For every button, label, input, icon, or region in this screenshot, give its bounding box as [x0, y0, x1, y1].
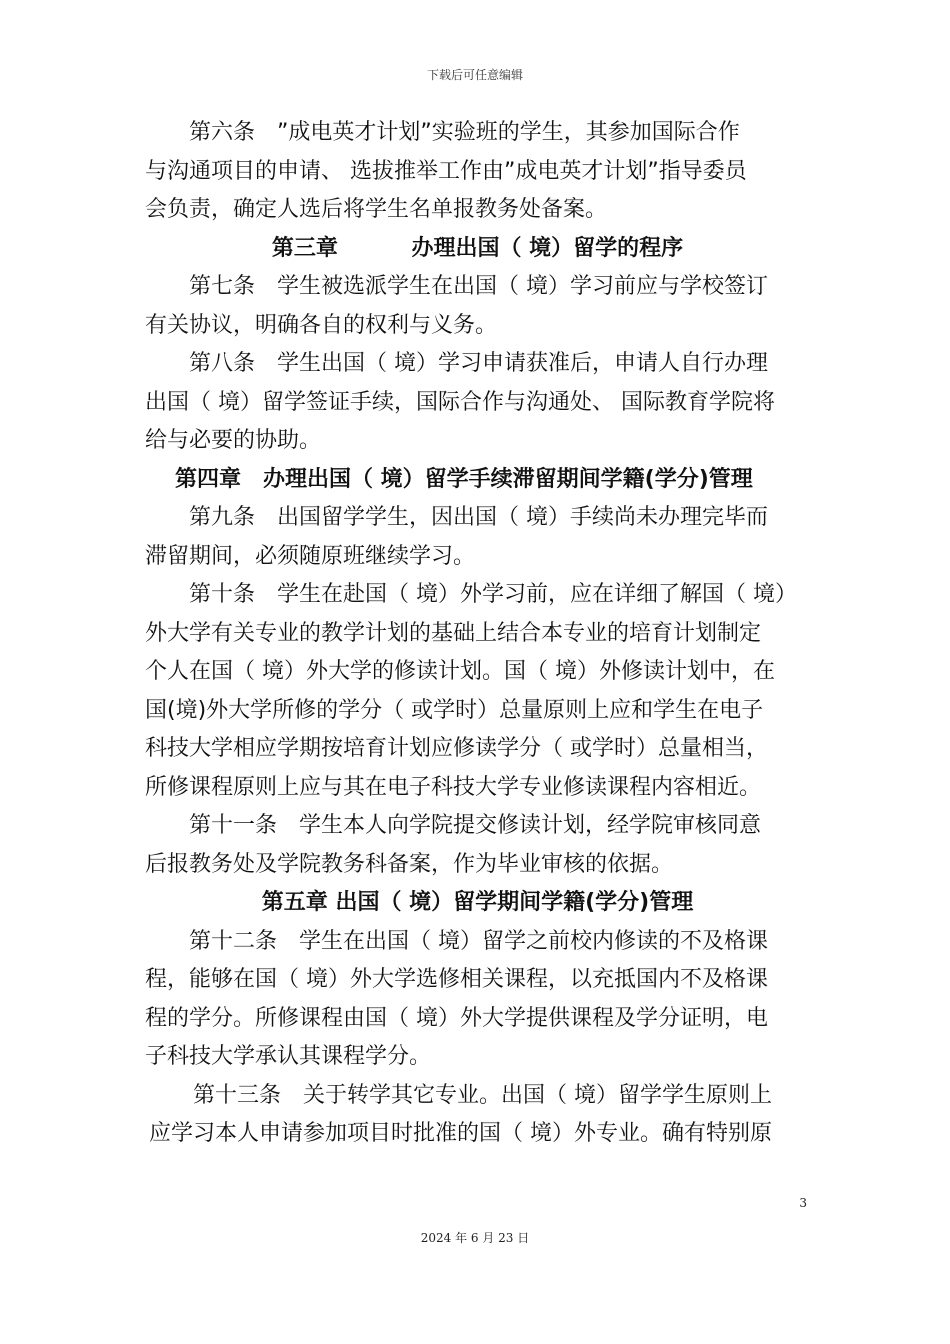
article-8-line-2: 出国（ 境）留学签证手续，国际合作与沟通处、 国际教育学院将 — [145, 389, 775, 415]
article-12-line-2: 程，能够在国（ 境）外大学选修相关课程，以充抵国内不及格课 — [145, 967, 768, 992]
article-11-line-2: 后报教务处及学院教务科备案，作为毕业审核的依据。 — [145, 851, 674, 877]
chapter-3-heading: 第三章 办理出国（ 境）留学的程序 — [271, 235, 684, 261]
page-header: 下载后可任意编辑 — [426, 68, 523, 82]
article-13-line-2: 应学习本人申请参加项目时批准的国（ 境）外专业。确有特别原 — [149, 1121, 772, 1146]
article-11-line-1: 第十一条 学生本人向学院提交修读计划，经学院审核同意 — [189, 813, 762, 838]
article-10-line-1: 第十条 学生在赴国（ 境）外学习前，应在详细了解国（ 境） — [189, 582, 797, 607]
article-10-line-5: 科技大学相应学期按培育计划应修读学分（ 或学时）总量相当， — [145, 736, 768, 761]
page-footer-date: 2024 年 6 月 23 日 — [420, 1231, 530, 1245]
article-10-line-6: 所修课程原则上应与其在电子科技大学专业修读课程内容相近。 — [145, 774, 762, 800]
article-10-line-3: 个人在国（ 境）外大学的修读计划。国（ 境）外修读计划中，在 — [145, 659, 775, 684]
article-8-line-1: 第八条 学生出国（ 境）学习申请获准后，申请人自行办理 — [189, 351, 768, 376]
article-8-line-3: 给与必要的协助。 — [145, 428, 322, 453]
article-7-line-2: 有关协议，明确各自的权利与义务。 — [145, 312, 498, 338]
article-10-line-2: 外大学有关专业的教学计划的基础上结合本专业的培育计划制定 — [145, 620, 762, 646]
article-12-line-4: 子科技大学承认其课程学分。 — [145, 1044, 432, 1069]
page-number: 3 — [799, 1196, 807, 1210]
article-13-line-1: 第十三条 关于转学其它专业。出国（ 境）留学学生原则上 — [193, 1082, 772, 1108]
article-12-line-3: 程的学分。所修课程由国（ 境）外大学提供课程及学分证明，电 — [145, 1005, 768, 1031]
article-9-line-2: 滞留期间，必须随原班继续学习。 — [145, 543, 476, 569]
chapter-4-heading: 第四章 办理出国（ 境）留学手续滞留期间学籍(学分)管理 — [175, 466, 753, 492]
article-9-line-1: 第九条 出国留学学生，因出国（ 境）手续尚未办理完毕而 — [189, 505, 768, 530]
chapter-5-heading: 第五章 出国（ 境）留学期间学籍(学分)管理 — [261, 890, 694, 915]
article-12-line-1: 第十二条 学生在出国（ 境）留学之前校内修读的不及格课 — [189, 928, 768, 954]
article-10-line-4: 国(境)外大学所修的学分（ 或学时）总量原则上应和学生在电子 — [145, 697, 764, 723]
article-7-line-1: 第七条 学生被选派学生在出国（ 境）学习前应与学校签订 — [189, 274, 768, 299]
article-6-line-3: 会负责，确定人选后将学生名单报教务处备案。 — [145, 197, 608, 222]
document-body — [145, 114, 810, 1154]
article-6-line-2: 与沟通项目的申请、 选拔推举工作由”成电英才计划”指导委员 — [145, 158, 747, 184]
article-6-line-1: 第六条 ”成电英才计划”实验班的学生，其参加国际合作 — [189, 120, 740, 145]
